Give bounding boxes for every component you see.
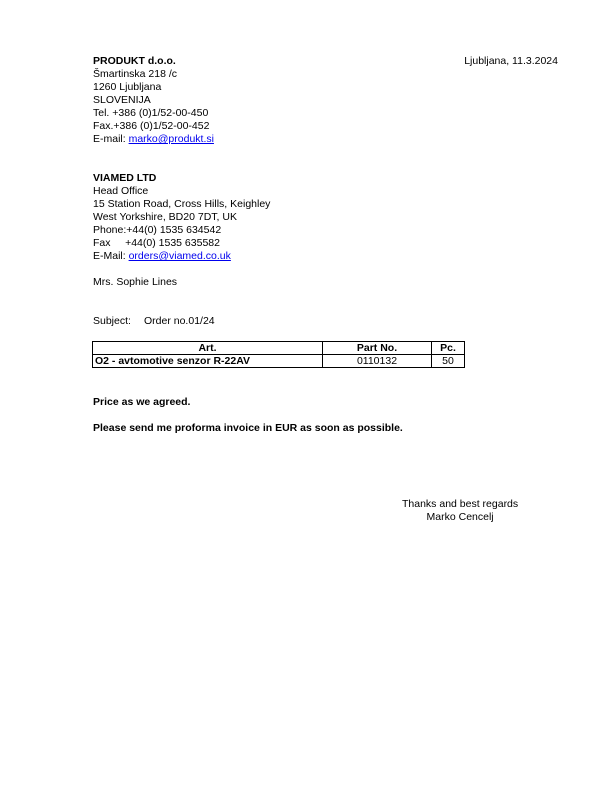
invoice-request: Please send me proforma invoice in EUR as soon as possible. <box>93 422 403 434</box>
closing-name: Marko Cencelj <box>426 511 494 523</box>
sender-email-line <box>93 133 214 146</box>
sender-city: 1260 Ljubljana <box>93 81 162 93</box>
attention-line: Mrs. Sophie Lines <box>93 276 178 288</box>
recipient-email-link[interactable]: orders@viamed.co.uk <box>128 250 231 262</box>
sender-address-block <box>93 55 214 146</box>
cell-pc: 50 <box>432 355 465 368</box>
recipient-street: 15 Station Road, Cross Hills, Keighley <box>93 198 271 210</box>
recipient-dept: Head Office <box>93 185 149 197</box>
cell-art: O2 - avtomotive senzor R-22AV <box>93 355 323 368</box>
sender-fax: Fax.+386 (0)1/52-00-452 <box>93 120 210 132</box>
recipient-fax: Fax +44(0) 1535 635582 <box>93 237 220 249</box>
closing-regards: Thanks and best regards <box>402 498 519 510</box>
sender-email-label: E-mail: <box>93 133 129 145</box>
sender-tel: Tel. +386 (0)1/52-00-450 <box>93 107 209 119</box>
sender-country: SLOVENIJA <box>93 94 151 106</box>
subject-value: Order no.01/24 <box>144 315 215 327</box>
recipient-email-line <box>93 250 270 263</box>
cell-part-no: 0110132 <box>323 355 432 368</box>
price-note: Price as we agreed. <box>93 396 191 408</box>
recipient-region: West Yorkshire, BD20 7DT, UK <box>93 211 237 223</box>
recipient-phone: Phone:+44(0) 1535 634542 <box>93 224 222 236</box>
header-art: Art. <box>93 342 323 355</box>
header-part-no: Part No. <box>323 342 432 355</box>
subject-label: Subject: <box>93 315 131 327</box>
recipient-address-block <box>93 172 270 263</box>
sender-company: PRODUKT d.o.o. <box>93 55 176 67</box>
header-pc: Pc. <box>432 342 465 355</box>
date-line: Ljubljana, 11.3.2024 <box>464 55 558 67</box>
sender-email-link[interactable]: marko@produkt.si <box>128 133 214 145</box>
subject-line <box>93 315 215 328</box>
recipient-email-label: E-Mail: <box>93 250 129 262</box>
order-table <box>92 341 465 368</box>
sender-street: Šmartinska 218 /c <box>93 68 178 80</box>
closing-block <box>402 498 518 524</box>
table-row <box>93 355 465 368</box>
table-header-row <box>93 342 465 355</box>
recipient-company: VIAMED LTD <box>93 172 157 184</box>
